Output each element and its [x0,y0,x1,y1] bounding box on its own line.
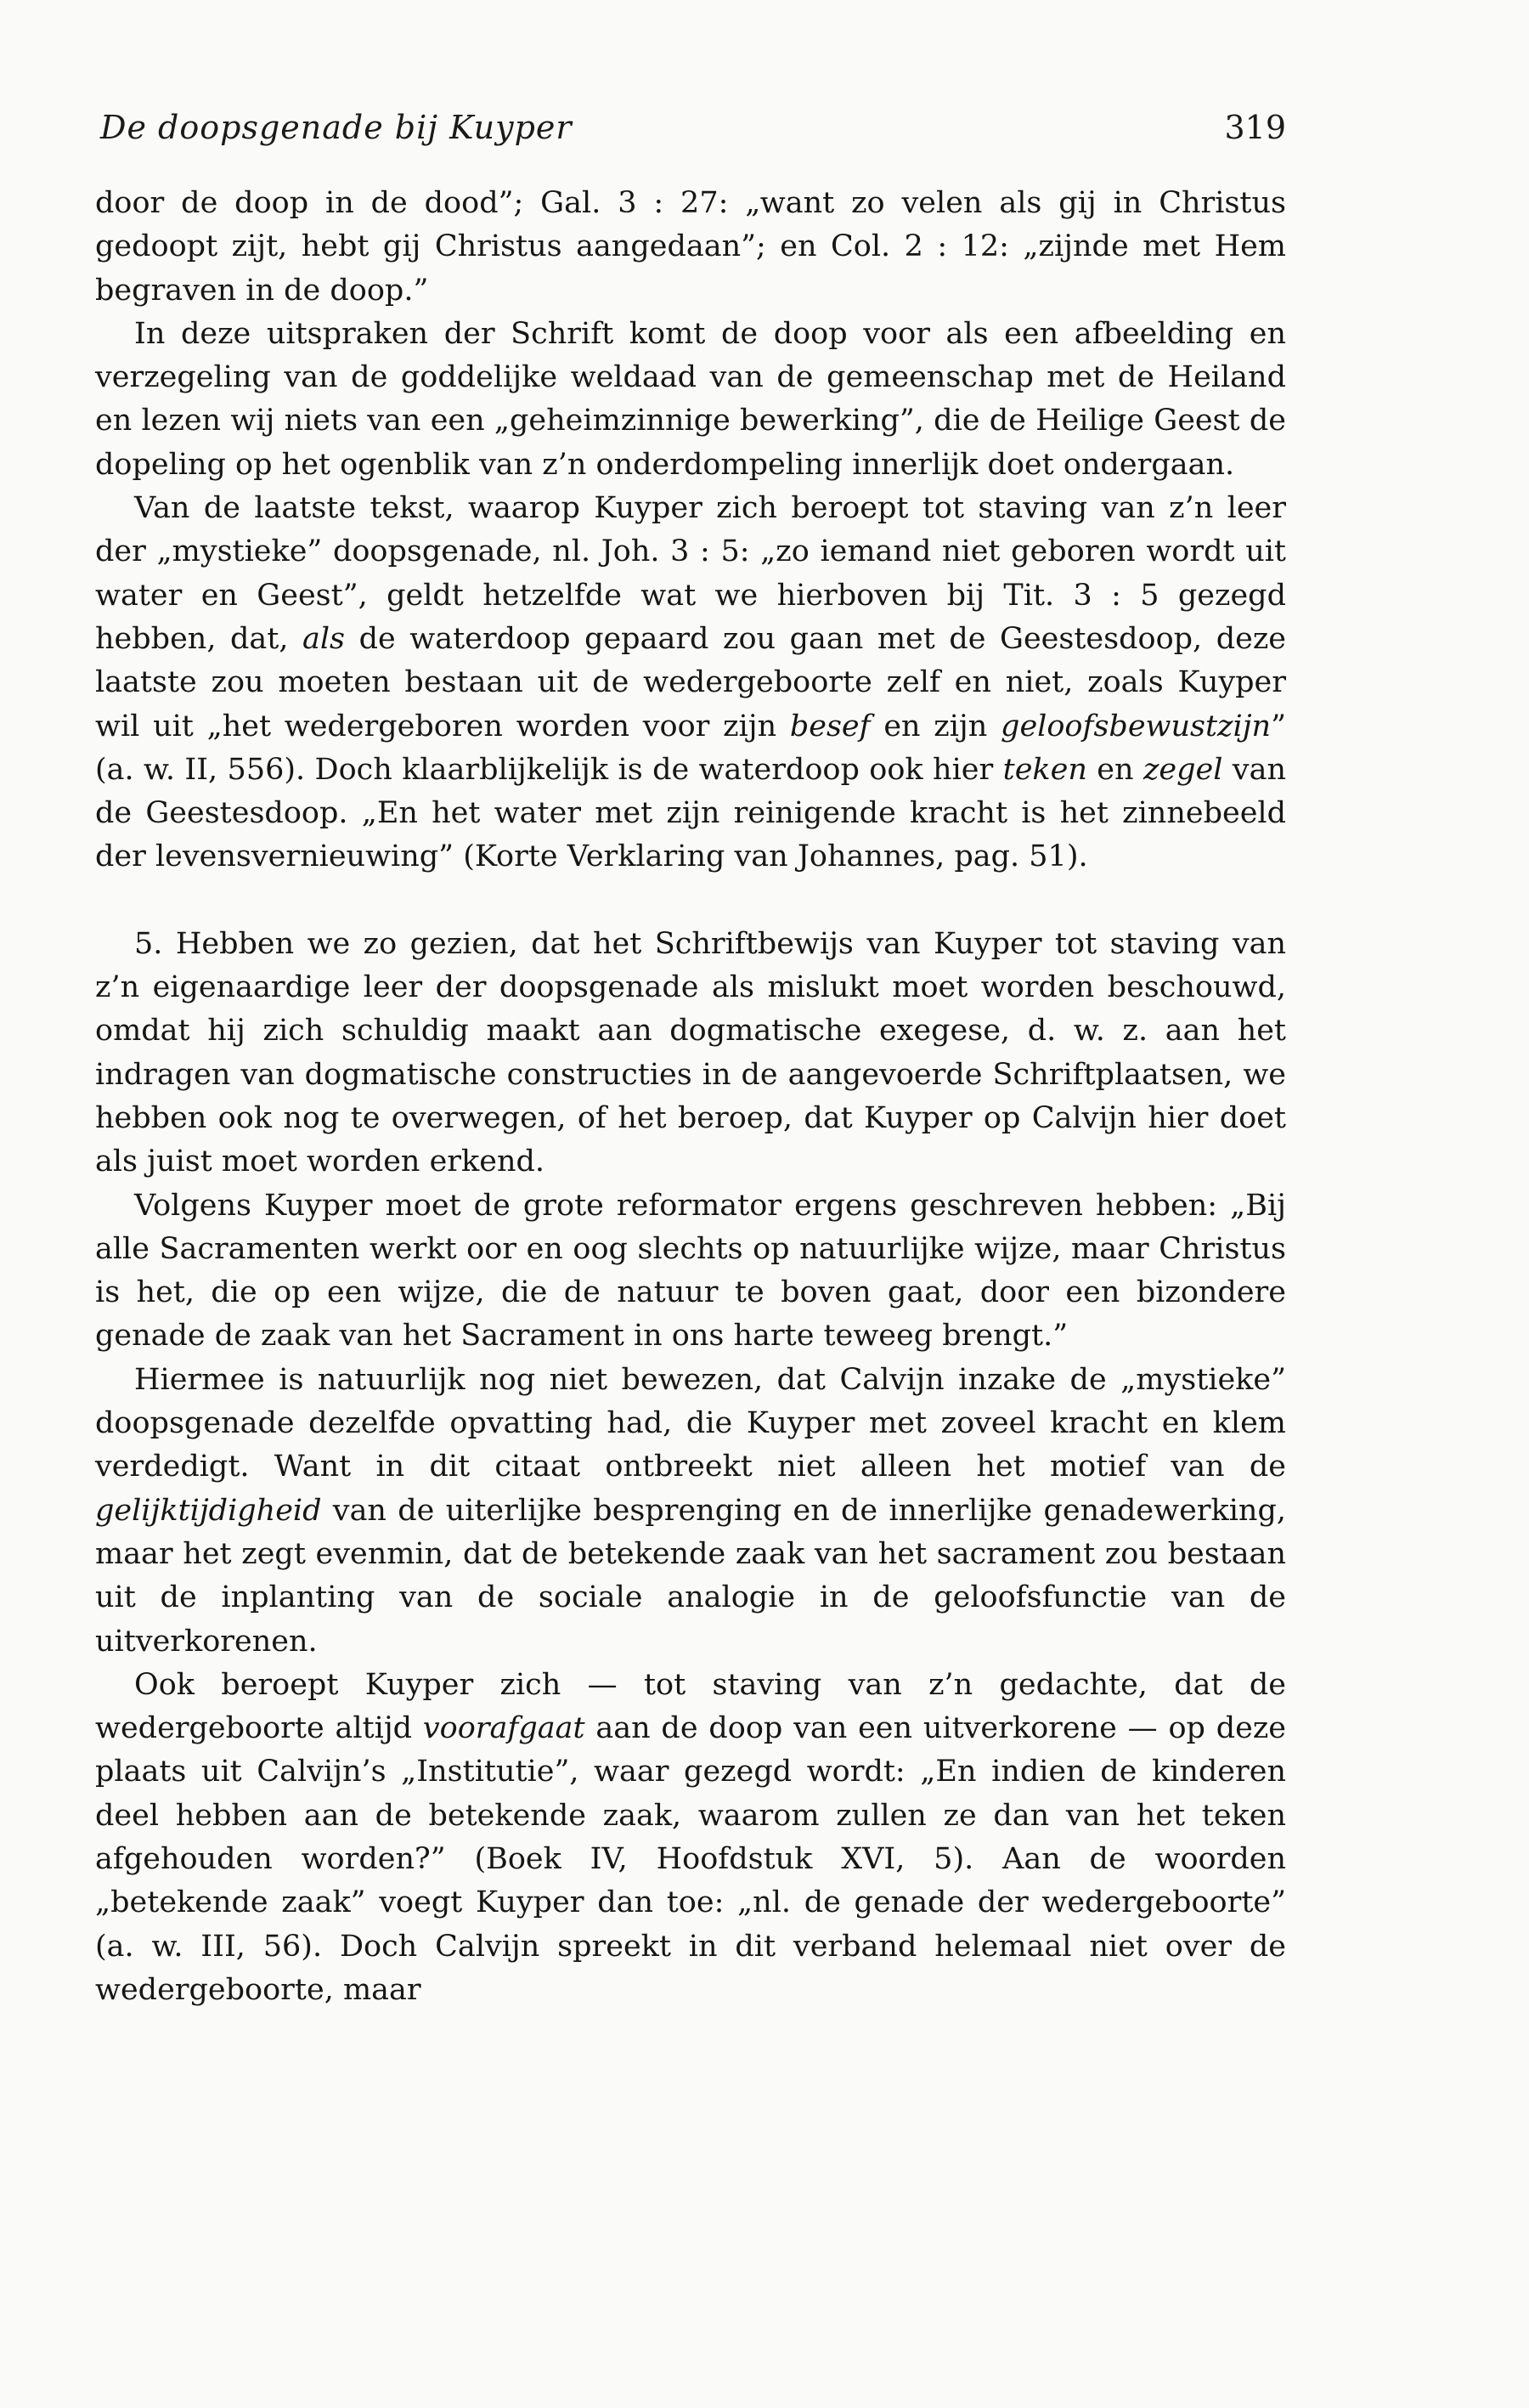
italic-text: als [302,621,346,656]
page-header [100,109,1286,160]
text-run: Ook beroept Kuyper zich — tot staving van z’n gedachte, dat de wedergeboorte altijd [95,1667,1286,1746]
section-paragraph [95,923,1286,1184]
paragraph-continuation [95,182,1286,313]
text-run: door de doop in de dood”; Gal. 3 : 27: „want zo velen als gij in Christus gedoopt zijt, hebt gij Christus aangedaan”; en Col. 2 : 12: „zijnde met Hem begraven in de doop.” [95,186,1286,308]
paragraph [95,313,1286,487]
paragraph [95,1359,1286,1664]
paragraph [95,1184,1286,1359]
text-run: van de Geestesdoop. „En het water met zijn reinigende kracht is het zinnebeeld der levensvernieuwing” (Korte Verklaring van Johannes, pag. 51). [95,752,1286,874]
body-text [95,182,1286,2012]
italic-text: geloofsbewustzijn [1001,709,1272,743]
text-run: Van de laatste tekst, waarop Kuyper zich beroept tot staving van z’n leer der „mystieke” doopsgenade, nl. Joh. 3 : 5: „zo iemand niet geboren wordt uit water en Geest”, geldt hetzelfde wat we hierboven bij Tit. 3 : 5 gezegd hebben, dat, [95,491,1286,656]
running-title: De doopsgenade bij Kuyper [100,109,573,146]
italic-text: besef [789,709,871,743]
italic-text: voorafgaat [422,1711,585,1746]
text-run: In deze uitspraken der Schrift komt de doop voor als een afbeelding en verzegeling van de goddelijke weldaad van de gemeenschap met de Heiland en lezen wij niets van een „geheimzinnige bewerking”, die de Heilige Geest de dopeling op het ogenblik van z’n onderdompeling innerlijk doet ondergaan. [95,316,1286,482]
paragraph [95,487,1286,879]
text-run: Volgens Kuyper moet de grote reformator ergens geschreven hebben: „Bij alle Sacramenten werkt oor en oog slechts op natuurlijke wijze, maar Christus is het, die op een wijze, die de natuur te boven gaat, door een bizondere genade de zaak van het Sacrament in ons harte teweeg brengt.” [95,1188,1286,1354]
text-run: van de uiterlijke besprenging en de innerlijke genadewerking, maar het zegt evenmin, dat de betekende zaak van het sacrament zou bestaan uit de inplanting van de sociale analogie in de geloofsfunctie van de uitverkorenen. [95,1493,1286,1659]
italic-text: teken [1002,752,1087,787]
text-run: 5. Hebben we zo gezien, dat het Schriftbewijs van Kuyper tot staving van z’n eigenaardige leer der doopsgenade als mislukt moet worden beschouwd, omdat hij zich schuldig maakt aan dogmatische exegese, d. w. z. aan het indragen van dogmatische constructies in de aangevoerde Schriftplaatsen, we hebben ook nog te overwegen, of het beroep, dat Kuyper op Calvijn hier doet als juist moet worden erkend. [95,926,1286,1179]
text-run: en zijn [870,709,1001,743]
text-run: ” (a. w. II, 556). Doch klaarblijkelijk is de waterdoop ook hier [95,709,1286,787]
text-run: en [1086,752,1143,787]
text-run: Hiermee is natuurlijk nog niet bewezen, dat Calvijn inzake de „mystieke” doopsgenade dezelfde opvatting had, die Kuyper met zoveel kracht en klem verdedigt. Want in dit citaat ontbreekt niet alleen het motief van de [95,1362,1286,1484]
italic-text: gelijktijdigheid [95,1493,322,1528]
italic-text: zegel [1143,752,1223,787]
text-run: de waterdoop gepaard zou gaan met de Geestesdoop, deze laatste zou moeten bestaan uit de wedergeboorte zelf en niet, zoals Kuyper wil uit „het wedergeboren worden voor zijn [95,621,1286,743]
page-number: 319 [1224,109,1286,146]
paragraph [95,1664,1286,2012]
text-run: aan de doop van een uitverkorene — op deze plaats uit Calvijn’s „Institutie”, waar gezegd wordt: „En indien de kinderen deel hebben aan de betekende zaak, waarom zullen ze dan van het teken afgehouden worden?” (Boek IV, Hoofdstuk XVI, 5). Aan de woorden „betekende zaak” voegt Kuyper dan toe: „nl. de genade der wedergeboorte” (a. w. III, 56). Doch Calvijn spreekt in dit verband helemaal niet over de wedergeboorte, maar [95,1711,1286,2007]
